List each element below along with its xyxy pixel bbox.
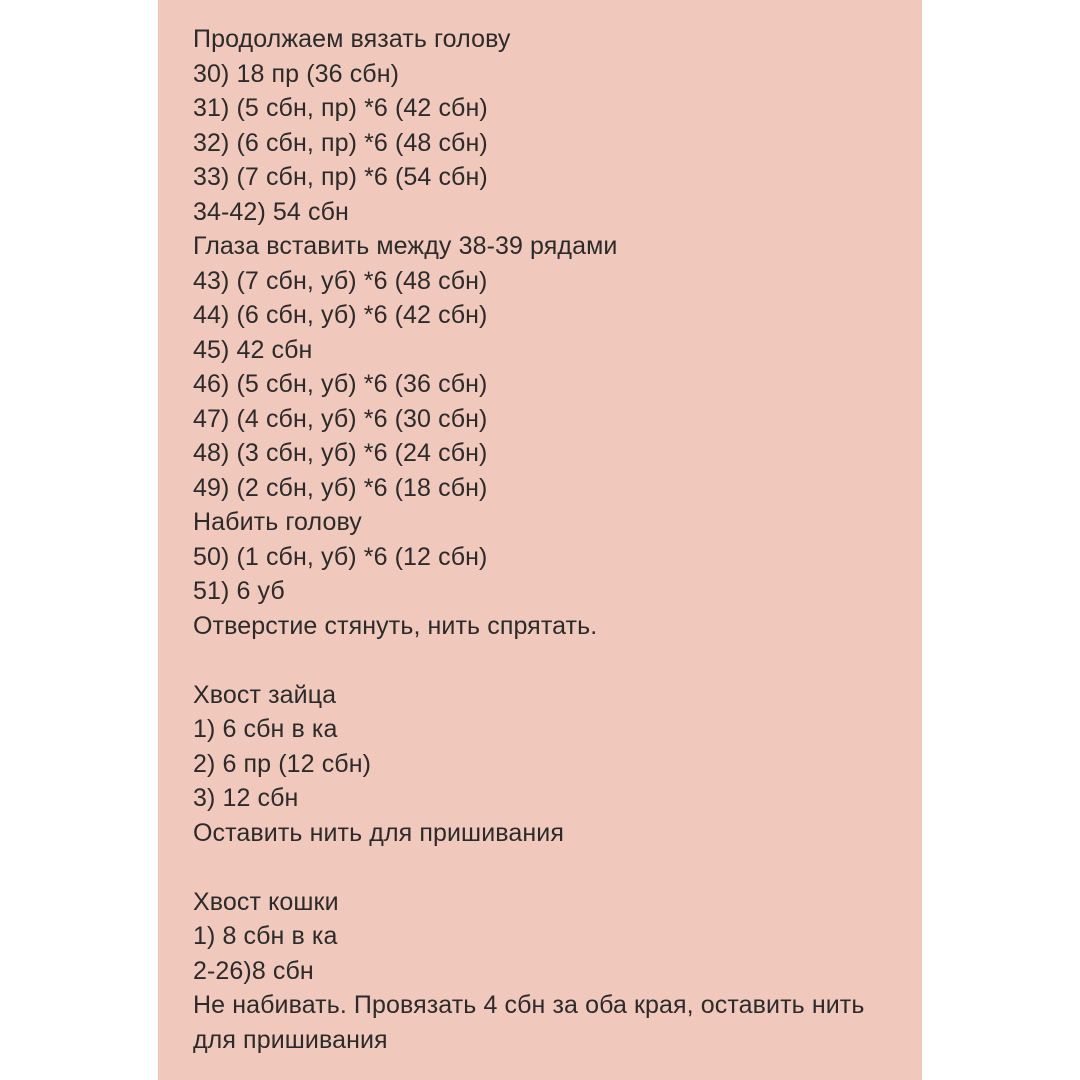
section-title-head: Продолжаем вязать голову bbox=[193, 25, 511, 53]
pattern-text bbox=[193, 22, 903, 1057]
row-line: 47) (4 сбн, уб) *6 (30 сбн) bbox=[193, 404, 488, 433]
row-line: 46) (5 сбн, уб) *6 (36 сбн) bbox=[193, 370, 488, 398]
row-line: 34-42) 54 сбн bbox=[193, 197, 349, 226]
row-line: 32) (6 сбн, пр) *6 (48 сбн) bbox=[193, 128, 488, 157]
row-line: 1) 8 сбн в ка bbox=[193, 922, 338, 950]
instruction-line: Отверстие стянуть, нить спрятать. bbox=[193, 611, 598, 640]
pattern-page bbox=[158, 0, 922, 1080]
instruction-line: для пришивания bbox=[193, 1025, 388, 1054]
section-title-cat-tail: Хвост кошки bbox=[193, 887, 339, 916]
row-line: 50) (1 сбн, уб) *6 (12 сбн) bbox=[193, 542, 488, 571]
instruction-line: Оставить нить для пришивания bbox=[193, 818, 564, 847]
row-line: 51) 6 уб bbox=[193, 577, 285, 605]
instruction-line: Набить голову bbox=[193, 508, 362, 536]
row-line: 49) (2 сбн, уб) *6 (18 сбн) bbox=[193, 473, 488, 502]
row-line: 45) 42 сбн bbox=[193, 335, 313, 364]
instruction-line: Глаза вставить между 38-39 рядами bbox=[193, 232, 618, 260]
section-spacer bbox=[193, 850, 903, 885]
row-line: 2-26)8 сбн bbox=[193, 956, 314, 985]
row-line: 43) (7 сбн, уб) *6 (48 сбн) bbox=[193, 266, 488, 295]
section-title-rabbit-tail: Хвост зайца bbox=[193, 680, 337, 709]
instruction-line: Не набивать. Провязать 4 сбн за оба края, оставить нить bbox=[193, 991, 865, 1019]
row-line: 31) (5 сбн, пр) *6 (42 сбн) bbox=[193, 94, 488, 122]
section-spacer bbox=[193, 643, 903, 678]
row-line: 2) 6 пр (12 сбн) bbox=[193, 749, 372, 778]
row-line: 30) 18 пр (36 сбн) bbox=[193, 59, 400, 88]
row-line: 1) 6 сбн в ка bbox=[193, 715, 338, 743]
row-line: 44) (6 сбн, уб) *6 (42 сбн) bbox=[193, 301, 488, 329]
row-line: 48) (3 сбн, уб) *6 (24 сбн) bbox=[193, 439, 488, 467]
row-line: 3) 12 сбн bbox=[193, 784, 299, 812]
row-line: 33) (7 сбн, пр) *6 (54 сбн) bbox=[193, 163, 488, 191]
